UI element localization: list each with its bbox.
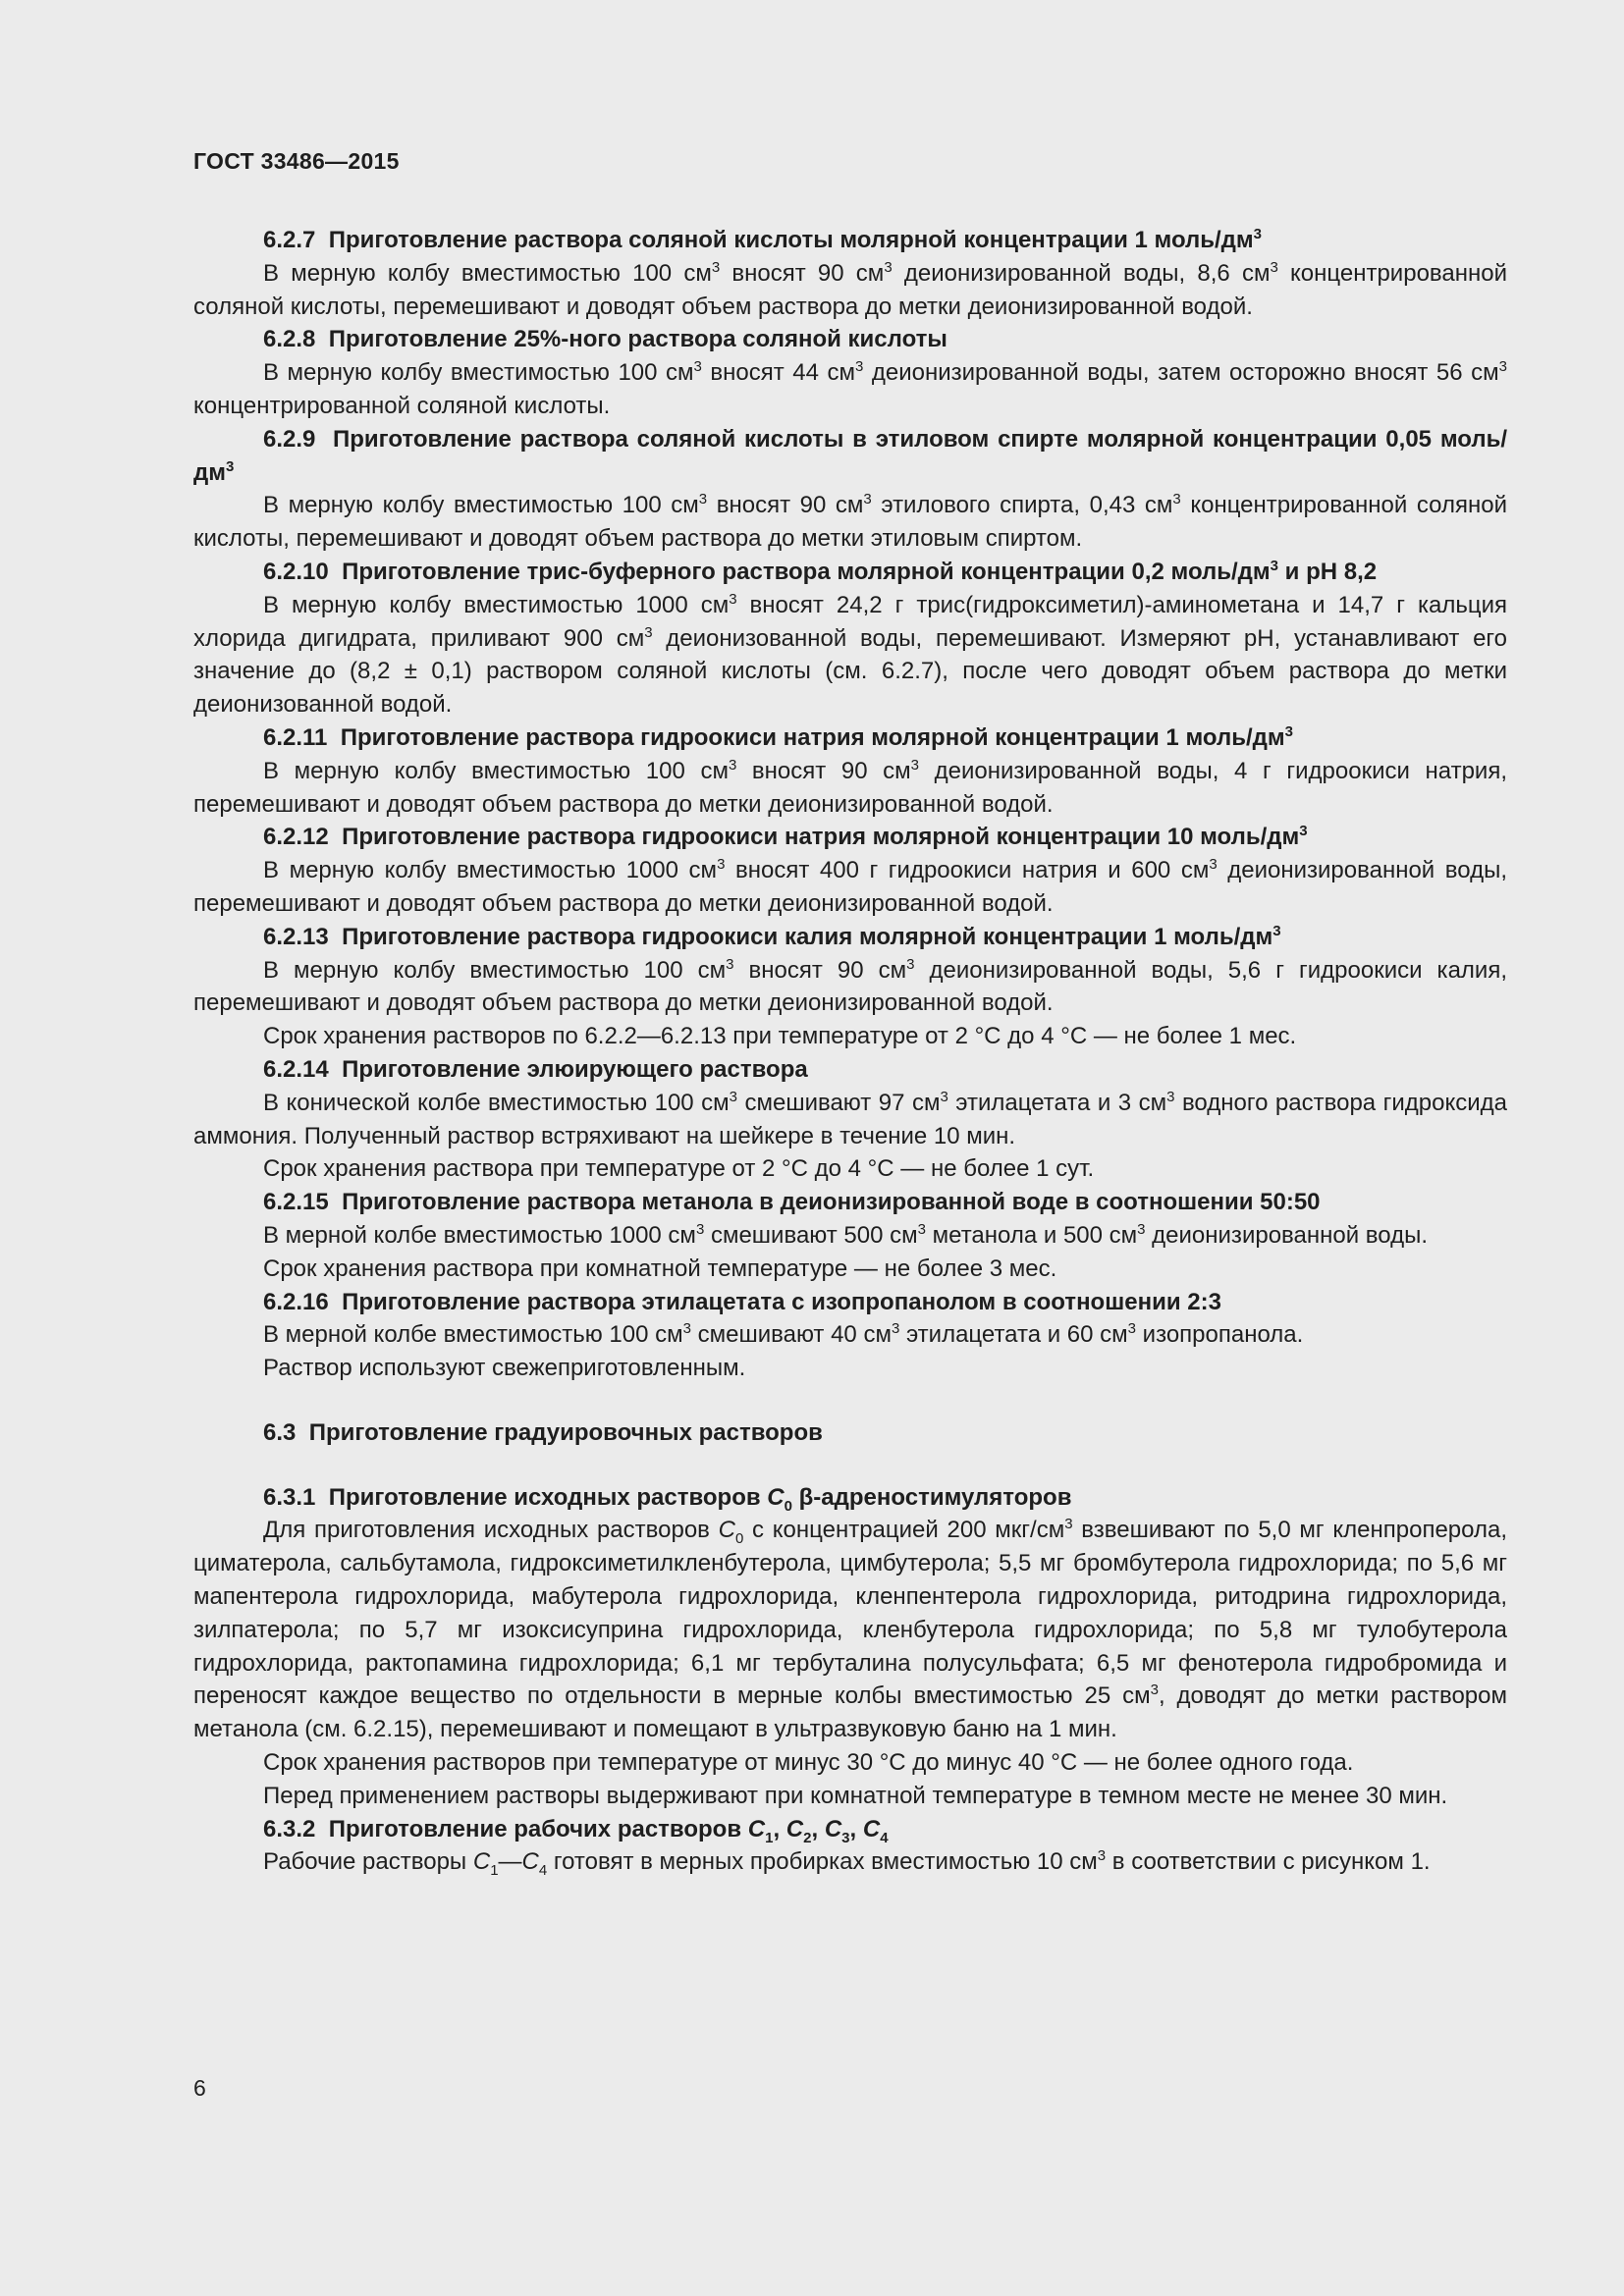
paragraph-6-2-14: В конической колбе вместимостью 100 $см^3$ смешивают 97 $см^3$ этилацетата и 3 $см^3$ водного раствора гидроксида аммония. Полученный раствор встряхивают на шейкере в течение 10 мин. bbox=[193, 1088, 1508, 1149]
section-heading-6-2-10: 6.2.10 Приготовление трис-буферного раствора молярной концентрации 0,2 моль/$дм^3$ и рН 8,2 bbox=[263, 557, 1378, 585]
paragraph-6-2-13: В мерную колбу вместимостью 100 $см^3$ вносят 90 $см^3$ деионизированной воды, 5,6 г гидроокиси калия, перемешивают и доводят объем раствора до метки деионизированной водой. bbox=[193, 955, 1507, 1017]
section-heading-6-3-2: 6.3.2 Приготовление рабочих растворов $C_1$, $C_2$, $C_3$, $C_4$ bbox=[263, 1815, 889, 1846]
pre-use-note-6-3-1: Перед применением растворы выдерживают при комнатной температуре в темном месте не менее 30 мин. bbox=[263, 1782, 1448, 1809]
storage-note-6-3-1: Срок хранения растворов при температуре от минус 30 °С до минус 40 °С — не более одного года. bbox=[263, 1749, 1354, 1777]
paragraph-6-2-8: В мерную колбу вместимостью 100 $см^3$ вносят 44 $см^3$ деионизированной воды, затем осторожно вносят 56 $см^3$ концентрированной соляной кислоты. bbox=[193, 358, 1507, 419]
paragraph-6-2-10: В мерную колбу вместимостью 1000 $см^3$ вносят 24,2 г трис(гидроксиметил)-аминометана и 14,7 г кальция хлорида дигидрата, приливают 900 $см^3$ деионизованной воды, перемешивают. Измеряют рН, устанавливают его значение до (8,2 ± 0,1) раствором соляной кислоты (см. 6.2.7), после чего доводят объем раствора до метки деионизованной водой. bbox=[193, 590, 1508, 719]
section-heading-6-2-7: 6.2.7 Приготовление раствора соляной кислоты молярной концентрации 1 моль/$дм^3$ bbox=[263, 226, 1263, 253]
paragraph-6-3-2: Рабочие растворы $C_1—C_4$ готовят в мерных пробирках вместимостью 10 $см^3$ в соответствии с рисунком 1. bbox=[263, 1847, 1431, 1880]
storage-note-6-2-13: Срок хранения растворов по 6.2.2—6.2.13 при температуре от 2 °С до 4 °С — не более 1 мес. bbox=[263, 1023, 1297, 1050]
section-heading-6-2-15: 6.2.15 Приготовление раствора метанола в деионизированной воде в соотношении 50:50 bbox=[263, 1189, 1321, 1216]
paragraph-6-2-15: В мерной колбе вместимостью 1000 $см^3$ смешивают 500 $см^3$ метанола и 500 $см^3$ деионизированной воды. bbox=[263, 1220, 1429, 1249]
section-heading-6-2-16: 6.2.16 Приготовление раствора этилацетата с изопропанолом в соотношении 2:3 bbox=[263, 1288, 1221, 1315]
section-heading-6-3: 6.3 Приготовление градуировочных растворов bbox=[263, 1418, 823, 1446]
section-heading-6-2-8: 6.2.8 Приготовление 25%-ного раствора соляной кислоты bbox=[263, 326, 947, 353]
paragraph-6-2-9: В мерную колбу вместимостью 100 $см^3$ вносят 90 $см^3$ этилового спирта, 0,43 $см^3$ концентрированной соляной кислоты, перемешивают и доводят объем раствора до метки этиловым спиртом. bbox=[193, 491, 1507, 553]
fresh-note-6-2-16: Раствор используют свежеприготовленным. bbox=[263, 1355, 746, 1382]
storage-note-6-2-15: Срок хранения раствора при комнатной температуре — не более 3 мес. bbox=[263, 1255, 1057, 1282]
paragraph-6-2-11: В мерную колбу вместимостью 100 $см^3$ вносят 90 $см^3$ деионизированной воды, 4 г гидроокиси натрия, перемешивают и доводят объем раствора до метки деионизированной водой. bbox=[193, 756, 1507, 818]
section-heading-6-2-12: 6.2.12 Приготовление раствора гидроокиси натрия молярной концентрации 10 моль/$дм^3$ bbox=[263, 823, 1308, 851]
section-heading-6-2-13: 6.2.13 Приготовление раствора гидроокиси калия молярной концентрации 1 моль/$дм^3$ bbox=[263, 922, 1281, 950]
document-body bbox=[193, 224, 1507, 1879]
page-number: 6 bbox=[193, 2075, 206, 2101]
section-heading-6-2-14: 6.2.14 Приготовление элюирующего раствора bbox=[263, 1055, 808, 1083]
paragraph-6-3-1: Для приготовления исходных растворов $C_0$ с концентрацией 200 мкг/$см^3$ взвешивают по 5,0 мг кленпроперола, циматерола, сальбутамола, гидроксиметилкленбутерола, цимбутерола; 5,5 мг бромбутерола гидрохлорида; по 5,6 мг мапентерола гидрохлорида, мабутерола гидрохлорида, кленпентерола гидрохлорида, ритодрина гидрохлорида, зилпатерола; по 5,7 мг изоксисуприна гидрохлорида, кленбутерола гидрохлорида; по 5,8 мг тулобутерола гидрохлорида, рактопамина гидрохлорида; 6,1 мг тербуталина полусульфата; 6,5 мг фенотерола гидробромида и переносят каждое вещество по отдельности в мерные колбы вместимостью 25 $см^3$, доводят до метки раствором метанола (см. 6.2.15), перемешивают и помещают в ультразвуковую баню на 1 мин. bbox=[193, 1516, 1507, 1743]
paragraph-6-2-12: В мерную колбу вместимостью 1000 $см^3$ вносят 400 г гидроокиси натрия и 600 $см^3$ деионизированной воды, перемешивают и доводят объем раствора до метки деионизированной водой. bbox=[193, 856, 1507, 917]
section-heading-6-3-1: 6.3.1 Приготовление исходных растворов $C_0$ β-адреностимуляторов bbox=[263, 1483, 1072, 1515]
section-heading-6-2-9: 6.2.9 Приготовление раствора соляной кислоты в этиловом спирте молярной концентрации 0,05 моль/$дм^3$ bbox=[193, 425, 1507, 486]
paragraph-6-2-7: В мерную колбу вместимостью 100 $см^3$ вносят 90 $см^3$ деионизированной воды, 8,6 $см^3$ концентрированной соляной кислоты, перемешивают и доводят объем раствора до метки деионизированной водой. bbox=[193, 258, 1508, 320]
document-code-header: ГОСТ 33486—2015 bbox=[193, 148, 400, 174]
paragraph-6-2-16: В мерной колбе вместимостью 100 $см^3$ смешивают 40 $см^3$ этилацетата и 60 $см^3$ изопропанола. bbox=[263, 1320, 1304, 1349]
storage-note-6-2-14: Срок хранения раствора при температуре от 2 °С до 4 °С — не более 1 сут. bbox=[263, 1155, 1095, 1183]
section-heading-6-2-11: 6.2.11 Приготовление раствора гидроокиси натрия молярной концентрации 1 моль/$дм^3$ bbox=[263, 722, 1293, 751]
